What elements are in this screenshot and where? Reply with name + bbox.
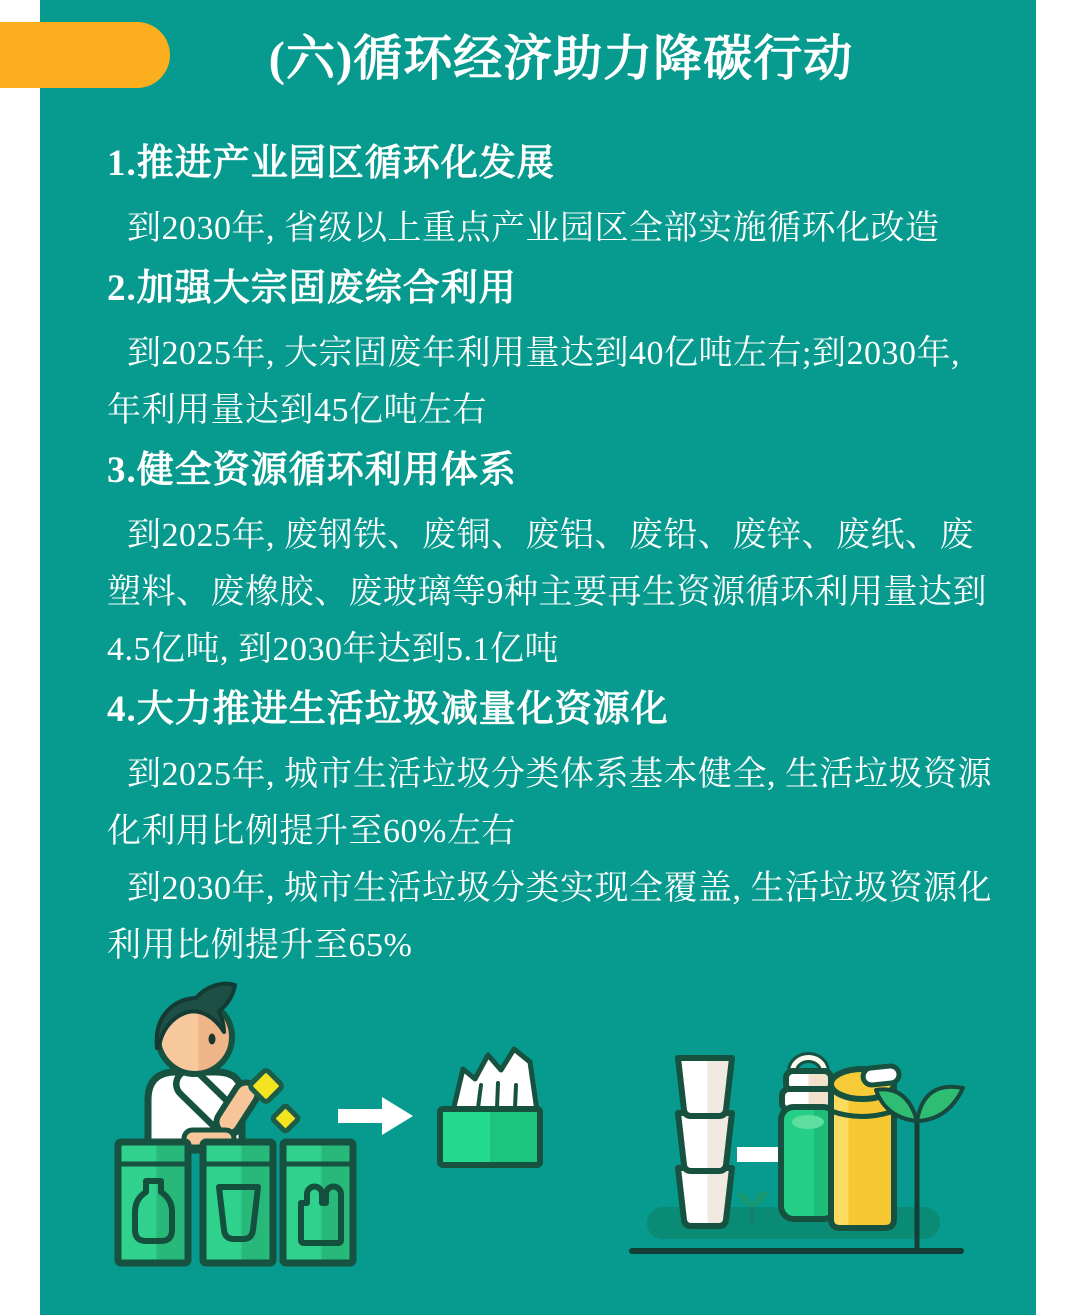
recycling-bins-icon <box>118 1142 353 1263</box>
section-household-waste <box>107 686 992 974</box>
section-resource-recycling <box>107 447 992 678</box>
person-sorting-waste-icon <box>148 984 246 1150</box>
arrow-right-icon <box>338 1097 413 1135</box>
section-paragraph: 到2025年, 城市生活垃圾分类体系基本健全, 生活垃圾资源化利用比例提升至60%左右 <box>107 756 992 850</box>
waste-sorting-scene <box>118 984 540 1263</box>
section-heading: 1.推进产业园区循环化发展 <box>107 143 555 184</box>
sparkle-diamond-icon <box>272 1105 299 1132</box>
bottom-illustration <box>40 980 1036 1315</box>
reusable-green-flask-icon <box>781 1057 836 1219</box>
section-paragraph: 到2030年, 城市生活垃圾分类实现全覆盖, 生活垃圾资源化利用比例提升至65% <box>107 870 992 964</box>
section-heading: 4.大力推进生活垃圾减量化资源化 <box>107 689 669 730</box>
recycling-reuse-scene <box>632 1057 963 1251</box>
section-paragraph: 到2030年, 省级以上重点产业园区全部实施循环化改造 <box>127 210 940 247</box>
body-text <box>107 140 992 974</box>
section-industrial-parks <box>107 140 992 257</box>
section-heading: 2.加强大宗固废综合利用 <box>107 268 517 309</box>
section-heading: 3.健全资源循环利用体系 <box>107 450 517 491</box>
section-bulk-solid-waste <box>107 265 992 439</box>
paper-cups-stack-icon <box>678 1058 732 1226</box>
tissue-box-icon <box>440 1049 540 1165</box>
section-paragraph: 到2025年, 大宗固废年利用量达到40亿吨左右;到2030年, 年利用量达到45亿吨左右 <box>107 335 960 429</box>
section-paragraph: 到2025年, 废钢铁、废铜、废铝、废铅、废锌、废纸、废塑料、废橡胶、废玻璃等9种主要再生资源循环利用量达到4.5亿吨, 到2030年达到5.1亿吨 <box>107 517 987 668</box>
eye-dot <box>209 1034 216 1045</box>
page-title: (六)循环经济助力降碳行动 <box>268 31 854 86</box>
